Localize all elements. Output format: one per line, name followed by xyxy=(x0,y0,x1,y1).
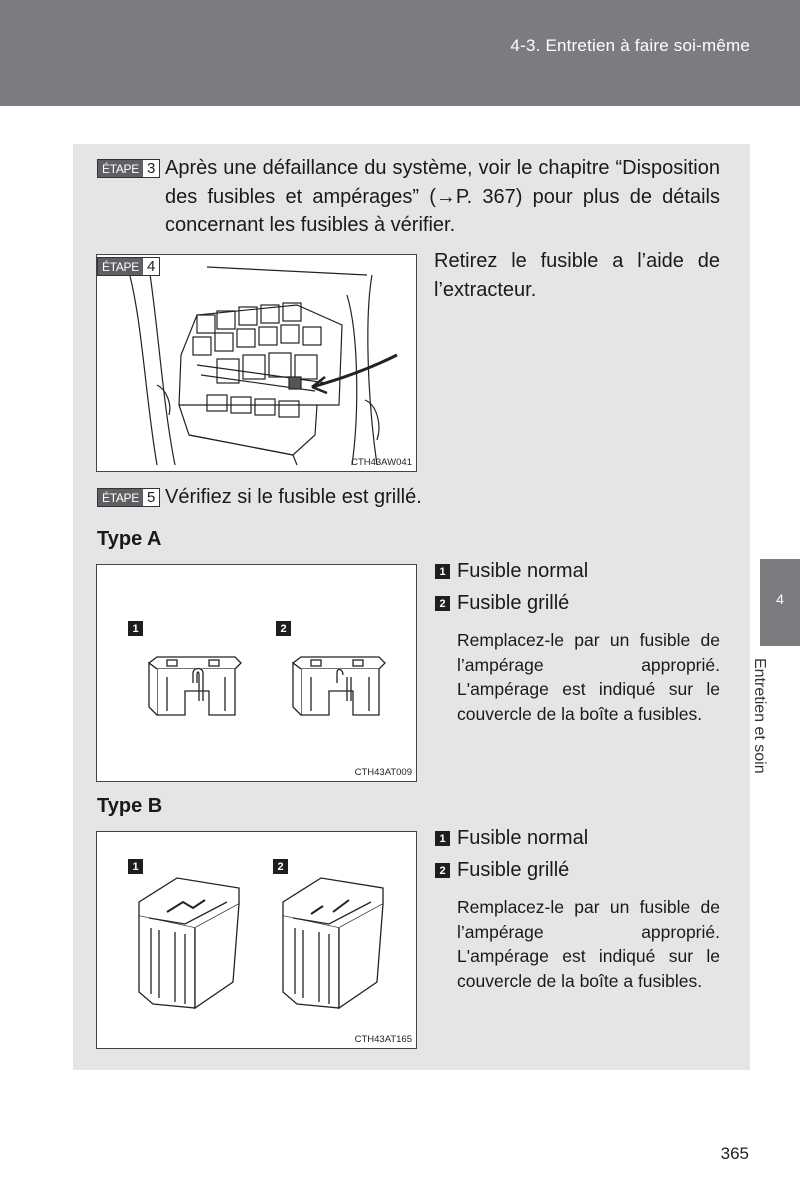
step-4-text: Retirez le fusible a l’aide de l’extracteur. xyxy=(434,250,720,301)
chapter-tab-number: 4 xyxy=(776,591,784,607)
label-2-icon: 2 xyxy=(273,859,288,874)
figure-code: CTH43AT165 xyxy=(354,1034,412,1045)
step-number: 3 xyxy=(143,160,159,177)
section-title: 4-3. Entretien à faire soi-même xyxy=(510,36,750,55)
type-b-legend-2 xyxy=(435,859,569,882)
step-4-badge xyxy=(97,257,160,276)
legend-text: Fusible grillé xyxy=(457,592,570,614)
type-a-figure xyxy=(96,564,417,782)
blade-fuse-illustration xyxy=(97,565,416,781)
legend-text: Fusible normal xyxy=(457,560,589,582)
type-a-heading: Type A xyxy=(97,528,162,550)
step-number: 5 xyxy=(143,489,159,506)
legend-text: Fusible grillé xyxy=(457,859,570,881)
number-1-icon: 1 xyxy=(435,564,450,579)
type-a-legend-2 xyxy=(435,592,569,615)
type-a-note: Remplacez-le par un fusible de l’ampérage approprié. L'ampérage est indiqué sur le couvercle de la boîte a fusibles. xyxy=(457,630,720,724)
step-number: 4 xyxy=(143,258,159,275)
step-word: ÉTAPE xyxy=(98,160,143,177)
step-3-text: Après une défaillance du système, voir le chapitre “Disposition des fusibles et ampérages” (→P. 367) pour plus de détails concernant les fusibles à vérifier. xyxy=(165,157,720,236)
number-2-icon: 2 xyxy=(435,863,450,878)
label-1-icon: 1 xyxy=(128,621,143,636)
number-2-icon: 2 xyxy=(435,596,450,611)
step-word: ÉTAPE xyxy=(98,489,143,506)
page-header xyxy=(0,0,800,106)
type-b-figure xyxy=(96,831,417,1049)
fuse-box-figure xyxy=(96,254,417,472)
step-5-badge xyxy=(97,488,160,507)
legend-text: Fusible normal xyxy=(457,827,589,849)
step-5-text: Vérifiez si le fusible est grillé. xyxy=(165,486,422,508)
figure-code: CTH43AT009 xyxy=(354,767,412,778)
type-b-legend-1 xyxy=(435,827,588,850)
type-b-note: Remplacez-le par un fusible de l’ampérage approprié. L'ampérage est indiqué sur le couvercle de la boîte a fusibles. xyxy=(457,897,720,991)
type-a-legend-1 xyxy=(435,560,588,583)
type-b-heading: Type B xyxy=(97,795,163,817)
chapter-tab-text: Entretien et soin xyxy=(751,658,768,774)
label-1-icon: 1 xyxy=(128,859,143,874)
cartridge-fuse-illustration xyxy=(97,832,416,1048)
page-number: 365 xyxy=(720,1144,749,1163)
number-1-icon: 1 xyxy=(435,831,450,846)
label-2-icon: 2 xyxy=(276,621,291,636)
step-3-badge xyxy=(97,159,160,178)
chapter-tab[interactable] xyxy=(760,559,800,646)
fuse-box-illustration xyxy=(97,255,416,471)
step-word: ÉTAPE xyxy=(98,258,143,275)
figure-code: CTH43AW041 xyxy=(351,457,412,468)
